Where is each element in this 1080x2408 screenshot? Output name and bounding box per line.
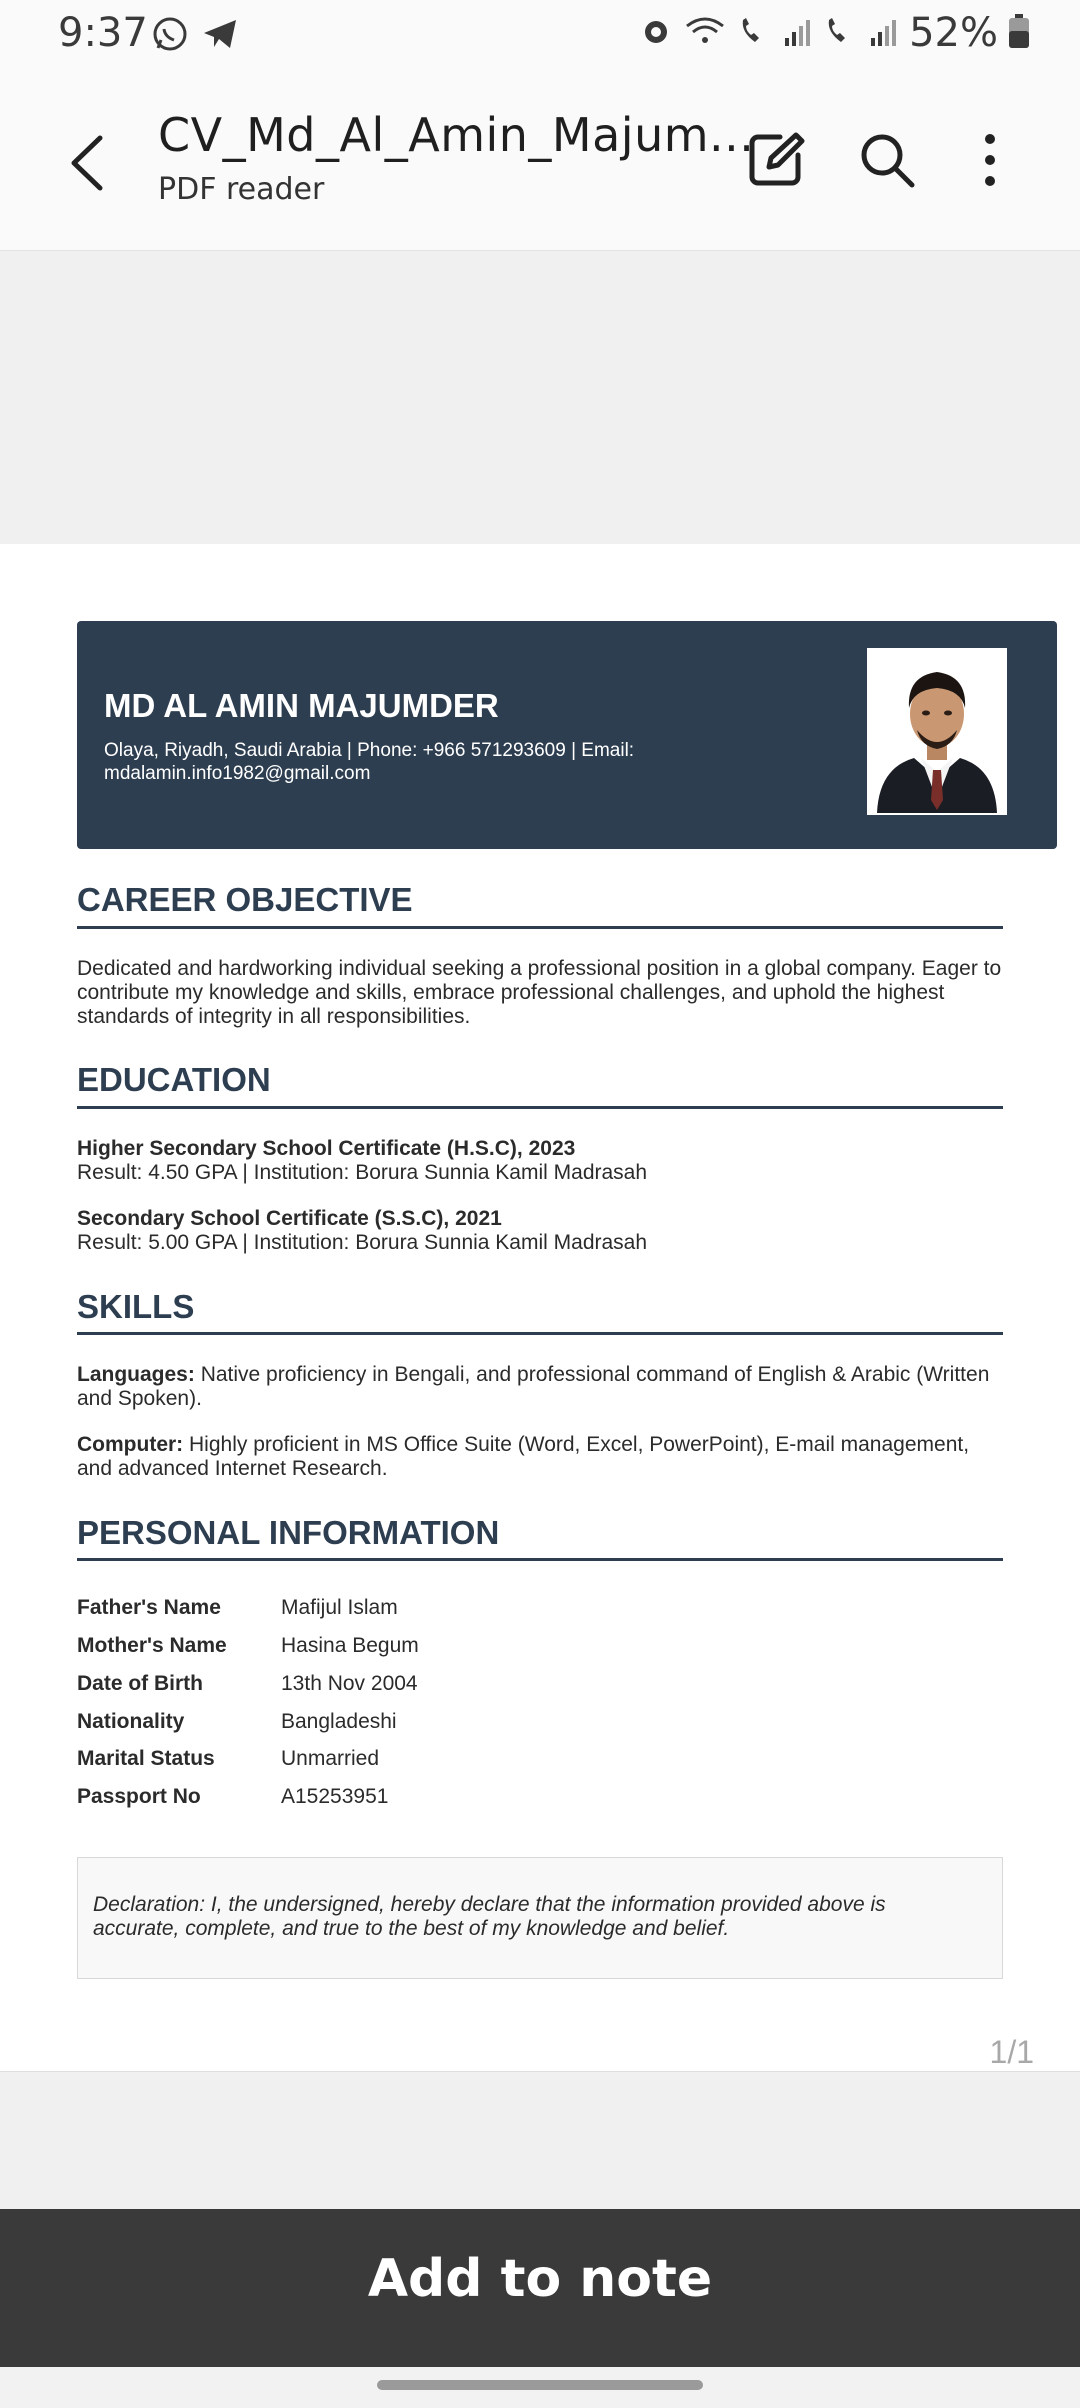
status-bar — [0, 0, 1080, 70]
add-to-note-label: Add to note — [367, 2249, 713, 2309]
personal-label: Date of Birth — [77, 1672, 203, 1695]
edit-icon — [740, 125, 810, 195]
section-title-skills: SKILLS — [77, 1288, 195, 1325]
cv-header — [77, 621, 1057, 849]
app-bar — [0, 70, 1080, 251]
education-degree: Higher Secondary School Certificate (H.S.C), 2023 — [77, 1137, 576, 1160]
app-subtitle: PDF reader — [158, 172, 325, 207]
education-detail: Result: 4.50 GPA | Institution: Borura Sunnia Kamil Madrasah — [77, 1161, 648, 1184]
status-time: 9:37 — [58, 10, 148, 56]
personal-value: Unmarried — [281, 1747, 380, 1770]
personal-value: Bangladeshi — [281, 1710, 397, 1733]
section-divider — [77, 1558, 1003, 1561]
page-indicator: 1/1 — [989, 2034, 1034, 2070]
more-options-button[interactable] — [955, 125, 1025, 195]
declaration-box — [77, 1857, 1003, 1979]
add-to-note-button[interactable] — [0, 2209, 1080, 2367]
skill-label: Computer: — [77, 1433, 184, 1456]
education-entry — [77, 1137, 1007, 1185]
skill-label: Languages: — [77, 1363, 195, 1386]
section-title-personal: PERSONAL INFORMATION — [77, 1514, 500, 1551]
personal-value: Hasina Begum — [281, 1634, 419, 1657]
gesture-nav-handle[interactable] — [377, 2380, 703, 2390]
personal-label: Nationality — [77, 1710, 185, 1733]
battery-icon — [1008, 13, 1030, 54]
telegram-icon — [200, 14, 240, 59]
cv-contact: Olaya, Riyadh, Saudi Arabia | Phone: +966 571293609 | Email: mdalamin.info1982@gmail.com — [104, 740, 635, 784]
wifi-icon — [683, 14, 727, 53]
search-button[interactable] — [852, 125, 922, 195]
skill-text: Highly proficient in MS Office Suite (Word, Excel, PowerPoint), E-mail management, and advanced Internet Research. — [77, 1433, 970, 1480]
profile-photo — [867, 648, 1007, 815]
system-status-icons — [639, 10, 1030, 56]
cv-name: MD AL AMIN MAJUMDER — [104, 687, 499, 724]
back-icon — [60, 128, 120, 198]
volte-sim1-icon — [737, 14, 773, 53]
notification-icons — [150, 14, 240, 59]
section-divider — [77, 1106, 1003, 1109]
skill-entry — [77, 1363, 1007, 1411]
education-detail: Result: 5.00 GPA | Institution: Borura Sunnia Kamil Madrasah — [77, 1231, 648, 1254]
signal-2-icon — [869, 14, 899, 53]
skill-entry — [77, 1433, 1007, 1481]
volte-sim2-icon — [823, 14, 859, 53]
section-title-education: EDUCATION — [77, 1061, 271, 1098]
back-button[interactable] — [60, 128, 120, 198]
personal-value: Mafijul Islam — [281, 1596, 398, 1619]
whatsapp-icon — [150, 14, 190, 59]
skill-text: Native proficiency in Bengali, and professional command of English & Arabic (Written and Spoken). — [77, 1363, 990, 1410]
viewer-background — [0, 251, 1080, 544]
personal-label: Passport No — [77, 1785, 201, 1808]
education-entry — [77, 1207, 1007, 1255]
personal-label: Mother's Name — [77, 1634, 227, 1657]
search-icon — [852, 125, 922, 195]
document-title: CV_Md_Al_Amin_Majum... — [158, 108, 755, 162]
alarm-icon — [639, 14, 673, 53]
section-title-career: CAREER OBJECTIVE — [77, 881, 413, 918]
battery-percent: 52% — [909, 10, 998, 56]
personal-value: 13th Nov 2004 — [281, 1672, 418, 1695]
education-degree: Secondary School Certificate (S.S.C), 2021 — [77, 1207, 502, 1230]
edit-button[interactable] — [740, 125, 810, 195]
personal-label: Marital Status — [77, 1747, 215, 1770]
career-objective-text: Dedicated and hardworking individual seeking a professional position in a global company. Eager to contribute my knowledge and skills, embrace professional challenges, and uphold the highest standards of integrity in all responsibilities. — [77, 957, 1002, 1028]
section-divider — [77, 926, 1003, 929]
more-icon — [955, 125, 1025, 195]
viewer-background-bottom — [0, 2071, 1080, 2210]
signal-icon — [783, 14, 813, 53]
personal-value: A15253951 — [281, 1785, 389, 1808]
section-divider — [77, 1332, 1003, 1335]
personal-label: Father's Name — [77, 1596, 221, 1619]
declaration-text: Declaration: I, the undersigned, hereby declare that the information provided above is accurate, complete, and true to the best of my knowledge and belief. — [93, 1893, 886, 1940]
